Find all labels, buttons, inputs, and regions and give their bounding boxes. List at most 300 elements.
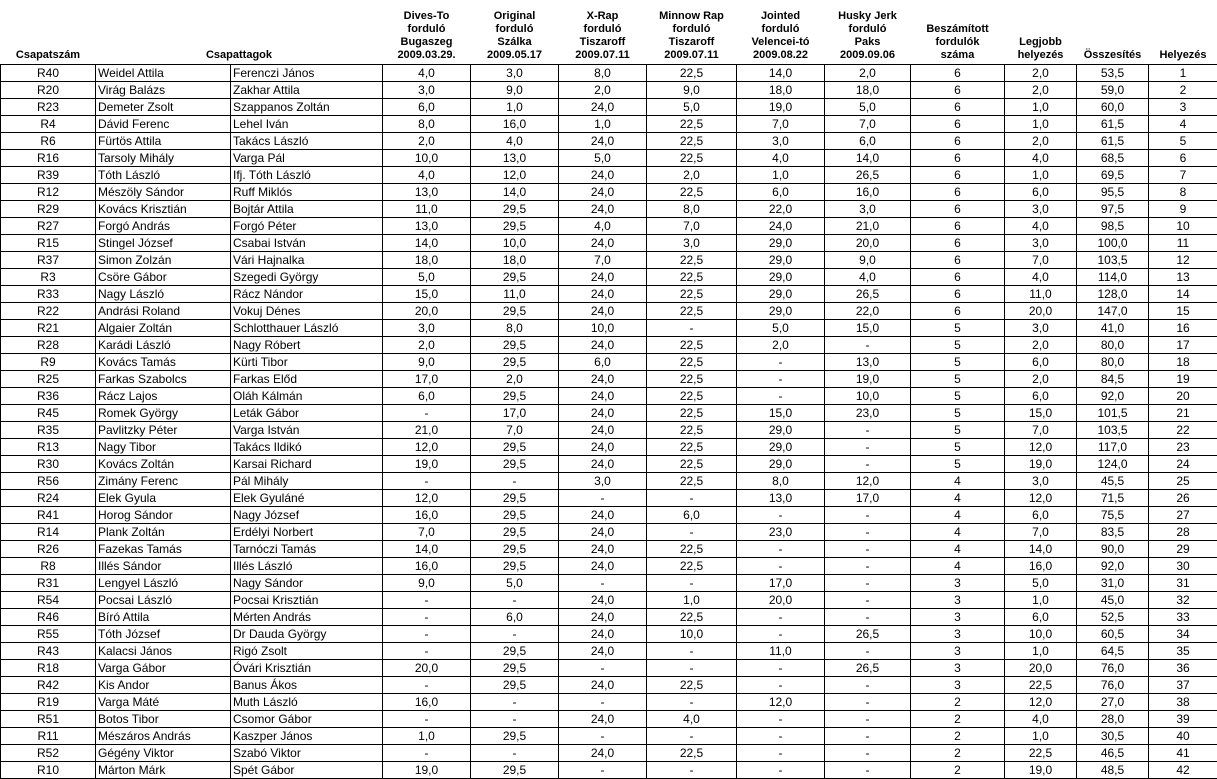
round-3-cell[interactable]: 24,0	[559, 744, 647, 761]
member-2-cell[interactable]: Rigó Zsolt	[231, 642, 383, 659]
round-3-cell[interactable]: 8,0	[559, 64, 647, 81]
member-2-cell[interactable]: Bojtár Attila	[231, 200, 383, 217]
round-6-cell[interactable]: 18,0	[825, 81, 911, 98]
member-2-cell[interactable]: Nagy Róbert	[231, 336, 383, 353]
round-2-cell[interactable]: 13,0	[471, 149, 559, 166]
team-id-cell[interactable]: R18	[1, 659, 96, 676]
round-4-cell[interactable]: 22,5	[647, 302, 737, 319]
team-id-cell[interactable]: R52	[1, 744, 96, 761]
team-id-cell[interactable]: R33	[1, 285, 96, 302]
counted-rounds-cell[interactable]: 2	[911, 693, 1005, 710]
member-1-cell[interactable]: Virág Balázs	[96, 81, 231, 98]
round-2-cell[interactable]: 3,0	[471, 64, 559, 81]
round-6-cell[interactable]: -	[825, 642, 911, 659]
round-5-cell[interactable]: -	[737, 370, 825, 387]
member-1-cell[interactable]: Tarsoly Mihály	[96, 149, 231, 166]
rank-cell[interactable]: 2	[1149, 81, 1217, 98]
round-4-cell[interactable]: 10,0	[647, 625, 737, 642]
round-6-cell[interactable]: 6,0	[825, 132, 911, 149]
round-6-cell[interactable]: -	[825, 506, 911, 523]
round-4-cell[interactable]: 22,5	[647, 557, 737, 574]
round-1-cell[interactable]: 20,0	[383, 659, 471, 676]
round-3-cell[interactable]: -	[559, 761, 647, 778]
team-id-cell[interactable]: R8	[1, 557, 96, 574]
rank-cell[interactable]: 39	[1149, 710, 1217, 727]
total-cell[interactable]: 45,0	[1077, 591, 1149, 608]
best-place-cell[interactable]: 7,0	[1005, 523, 1077, 540]
rank-cell[interactable]: 32	[1149, 591, 1217, 608]
best-place-cell[interactable]: 20,0	[1005, 659, 1077, 676]
member-2-cell[interactable]: Ferenczi János	[231, 64, 383, 81]
team-id-cell[interactable]: R55	[1, 625, 96, 642]
round-5-cell[interactable]: 11,0	[737, 642, 825, 659]
rank-cell[interactable]: 14	[1149, 285, 1217, 302]
round-3-cell[interactable]: -	[559, 659, 647, 676]
round-1-cell[interactable]: 12,0	[383, 489, 471, 506]
total-cell[interactable]: 45,5	[1077, 472, 1149, 489]
total-cell[interactable]: 92,0	[1077, 557, 1149, 574]
round-2-cell[interactable]: 16,0	[471, 115, 559, 132]
team-id-cell[interactable]: R16	[1, 149, 96, 166]
header-legjobb[interactable]	[1005, 0, 1077, 64]
counted-rounds-cell[interactable]: 4	[911, 489, 1005, 506]
round-4-cell[interactable]: 9,0	[647, 81, 737, 98]
round-2-cell[interactable]: 10,0	[471, 234, 559, 251]
member-1-cell[interactable]: Stingel József	[96, 234, 231, 251]
rank-cell[interactable]: 41	[1149, 744, 1217, 761]
best-place-cell[interactable]: 1,0	[1005, 642, 1077, 659]
member-2-cell[interactable]: Szappanos Zoltán	[231, 98, 383, 115]
counted-rounds-cell[interactable]: 4	[911, 557, 1005, 574]
round-3-cell[interactable]: 24,0	[559, 370, 647, 387]
round-4-cell[interactable]: 22,5	[647, 455, 737, 472]
round-4-cell[interactable]: 22,5	[647, 268, 737, 285]
best-place-cell[interactable]: 4,0	[1005, 217, 1077, 234]
total-cell[interactable]: 46,5	[1077, 744, 1149, 761]
round-4-cell[interactable]: 22,5	[647, 744, 737, 761]
member-2-cell[interactable]: Óvári Krisztián	[231, 659, 383, 676]
round-1-cell[interactable]: 12,0	[383, 438, 471, 455]
round-3-cell[interactable]: -	[559, 727, 647, 744]
member-2-cell[interactable]: Spét Gábor	[231, 761, 383, 778]
member-1-cell[interactable]: Illés Sándor	[96, 557, 231, 574]
rank-cell[interactable]: 26	[1149, 489, 1217, 506]
round-3-cell[interactable]: 10,0	[559, 319, 647, 336]
round-5-cell[interactable]: -	[737, 744, 825, 761]
round-1-cell[interactable]: 16,0	[383, 557, 471, 574]
team-id-cell[interactable]: R46	[1, 608, 96, 625]
total-cell[interactable]: 61,5	[1077, 132, 1149, 149]
team-id-cell[interactable]: R28	[1, 336, 96, 353]
member-2-cell[interactable]: Takács Ildikó	[231, 438, 383, 455]
round-5-cell[interactable]: 8,0	[737, 472, 825, 489]
best-place-cell[interactable]: 11,0	[1005, 285, 1077, 302]
round-1-cell[interactable]: -	[383, 710, 471, 727]
member-1-cell[interactable]: Gégény Viktor	[96, 744, 231, 761]
round-1-cell[interactable]: -	[383, 404, 471, 421]
rank-cell[interactable]: 12	[1149, 251, 1217, 268]
round-6-cell[interactable]: -	[825, 608, 911, 625]
member-2-cell[interactable]: Karsai Richard	[231, 455, 383, 472]
counted-rounds-cell[interactable]: 6	[911, 268, 1005, 285]
round-2-cell[interactable]: 9,0	[471, 81, 559, 98]
round-6-cell[interactable]: 16,0	[825, 183, 911, 200]
round-1-cell[interactable]: -	[383, 676, 471, 693]
rank-cell[interactable]: 17	[1149, 336, 1217, 353]
member-2-cell[interactable]: Schlotthauer László	[231, 319, 383, 336]
member-1-cell[interactable]: Tóth László	[96, 166, 231, 183]
round-6-cell[interactable]: 14,0	[825, 149, 911, 166]
round-6-cell[interactable]: 26,5	[825, 166, 911, 183]
team-id-cell[interactable]: R10	[1, 761, 96, 778]
counted-rounds-cell[interactable]: 6	[911, 251, 1005, 268]
member-2-cell[interactable]: Lehel Iván	[231, 115, 383, 132]
round-6-cell[interactable]: 3,0	[825, 200, 911, 217]
member-2-cell[interactable]: Csabai István	[231, 234, 383, 251]
round-3-cell[interactable]: 1,0	[559, 115, 647, 132]
rank-cell[interactable]: 31	[1149, 574, 1217, 591]
total-cell[interactable]: 75,5	[1077, 506, 1149, 523]
round-3-cell[interactable]: 24,0	[559, 336, 647, 353]
round-4-cell[interactable]: 22,5	[647, 387, 737, 404]
rank-cell[interactable]: 13	[1149, 268, 1217, 285]
round-5-cell[interactable]: 29,0	[737, 421, 825, 438]
team-id-cell[interactable]: R30	[1, 455, 96, 472]
round-4-cell[interactable]: 22,5	[647, 183, 737, 200]
round-1-cell[interactable]: 19,0	[383, 761, 471, 778]
round-2-cell[interactable]: -	[471, 710, 559, 727]
round-2-cell[interactable]: 29,5	[471, 302, 559, 319]
round-1-cell[interactable]: 2,0	[383, 132, 471, 149]
rank-cell[interactable]: 6	[1149, 149, 1217, 166]
round-4-cell[interactable]: 8,0	[647, 200, 737, 217]
member-2-cell[interactable]: Leták Gábor	[231, 404, 383, 421]
best-place-cell[interactable]: 7,0	[1005, 251, 1077, 268]
round-3-cell[interactable]: 24,0	[559, 506, 647, 523]
total-cell[interactable]: 90,0	[1077, 540, 1149, 557]
round-3-cell[interactable]: 24,0	[559, 98, 647, 115]
round-2-cell[interactable]: 12,0	[471, 166, 559, 183]
member-1-cell[interactable]: Márton Márk	[96, 761, 231, 778]
round-6-cell[interactable]: -	[825, 540, 911, 557]
best-place-cell[interactable]: 4,0	[1005, 710, 1077, 727]
total-cell[interactable]: 60,5	[1077, 625, 1149, 642]
round-5-cell[interactable]: 23,0	[737, 523, 825, 540]
round-6-cell[interactable]: 20,0	[825, 234, 911, 251]
member-1-cell[interactable]: Mészáros András	[96, 727, 231, 744]
round-6-cell[interactable]: -	[825, 744, 911, 761]
round-6-cell[interactable]: -	[825, 421, 911, 438]
member-2-cell[interactable]: Szegedi György	[231, 268, 383, 285]
round-2-cell[interactable]: 7,0	[471, 421, 559, 438]
round-2-cell[interactable]: 29,5	[471, 353, 559, 370]
round-1-cell[interactable]: 4,0	[383, 64, 471, 81]
counted-rounds-cell[interactable]: 3	[911, 642, 1005, 659]
counted-rounds-cell[interactable]: 3	[911, 591, 1005, 608]
round-1-cell[interactable]: 2,0	[383, 336, 471, 353]
round-4-cell[interactable]: 22,5	[647, 64, 737, 81]
team-id-cell[interactable]: R14	[1, 523, 96, 540]
counted-rounds-cell[interactable]: 5	[911, 353, 1005, 370]
team-id-cell[interactable]: R26	[1, 540, 96, 557]
member-1-cell[interactable]: Demeter Zsolt	[96, 98, 231, 115]
round-6-cell[interactable]: -	[825, 523, 911, 540]
total-cell[interactable]: 31,0	[1077, 574, 1149, 591]
best-place-cell[interactable]: 22,5	[1005, 676, 1077, 693]
round-5-cell[interactable]: 5,0	[737, 319, 825, 336]
counted-rounds-cell[interactable]: 6	[911, 234, 1005, 251]
member-1-cell[interactable]: Rácz Lajos	[96, 387, 231, 404]
total-cell[interactable]: 128,0	[1077, 285, 1149, 302]
total-cell[interactable]: 28,0	[1077, 710, 1149, 727]
member-2-cell[interactable]: Muth László	[231, 693, 383, 710]
round-4-cell[interactable]: 22,5	[647, 251, 737, 268]
round-1-cell[interactable]: 18,0	[383, 251, 471, 268]
round-1-cell[interactable]: 4,0	[383, 166, 471, 183]
team-id-cell[interactable]: R23	[1, 98, 96, 115]
team-id-cell[interactable]: R9	[1, 353, 96, 370]
rank-cell[interactable]: 28	[1149, 523, 1217, 540]
total-cell[interactable]: 27,0	[1077, 693, 1149, 710]
round-5-cell[interactable]: 3,0	[737, 132, 825, 149]
round-5-cell[interactable]: 4,0	[737, 149, 825, 166]
total-cell[interactable]: 52,5	[1077, 608, 1149, 625]
counted-rounds-cell[interactable]: 6	[911, 98, 1005, 115]
round-2-cell[interactable]: -	[471, 744, 559, 761]
round-5-cell[interactable]: -	[737, 625, 825, 642]
rank-cell[interactable]: 37	[1149, 676, 1217, 693]
member-1-cell[interactable]: Karádi László	[96, 336, 231, 353]
round-4-cell[interactable]: 22,5	[647, 115, 737, 132]
round-2-cell[interactable]: -	[471, 693, 559, 710]
round-4-cell[interactable]: 5,0	[647, 98, 737, 115]
round-4-cell[interactable]: 22,5	[647, 285, 737, 302]
best-place-cell[interactable]: 3,0	[1005, 472, 1077, 489]
member-1-cell[interactable]: Varga Máté	[96, 693, 231, 710]
team-id-cell[interactable]: R37	[1, 251, 96, 268]
round-1-cell[interactable]: 9,0	[383, 353, 471, 370]
round-1-cell[interactable]: 16,0	[383, 693, 471, 710]
round-5-cell[interactable]: 24,0	[737, 217, 825, 234]
member-2-cell[interactable]: Illés László	[231, 557, 383, 574]
round-2-cell[interactable]: 29,5	[471, 268, 559, 285]
round-4-cell[interactable]: 1,0	[647, 591, 737, 608]
round-6-cell[interactable]: 10,0	[825, 387, 911, 404]
member-2-cell[interactable]: Nagy Sándor	[231, 574, 383, 591]
round-3-cell[interactable]: 24,0	[559, 404, 647, 421]
round-1-cell[interactable]: 14,0	[383, 234, 471, 251]
rank-cell[interactable]: 15	[1149, 302, 1217, 319]
rank-cell[interactable]: 36	[1149, 659, 1217, 676]
round-4-cell[interactable]: -	[647, 574, 737, 591]
round-5-cell[interactable]: 29,0	[737, 268, 825, 285]
round-3-cell[interactable]: 3,0	[559, 472, 647, 489]
header-round-5[interactable]	[737, 0, 825, 64]
round-4-cell[interactable]: 22,5	[647, 336, 737, 353]
team-id-cell[interactable]: R42	[1, 676, 96, 693]
round-4-cell[interactable]: 6,0	[647, 506, 737, 523]
member-1-cell[interactable]: Pocsai László	[96, 591, 231, 608]
member-2-cell[interactable]: Kürti Tibor	[231, 353, 383, 370]
best-place-cell[interactable]: 1,0	[1005, 98, 1077, 115]
counted-rounds-cell[interactable]: 6	[911, 285, 1005, 302]
member-2-cell[interactable]: Oláh Kálmán	[231, 387, 383, 404]
total-cell[interactable]: 64,5	[1077, 642, 1149, 659]
best-place-cell[interactable]: 3,0	[1005, 234, 1077, 251]
counted-rounds-cell[interactable]: 2	[911, 761, 1005, 778]
round-4-cell[interactable]: -	[647, 642, 737, 659]
round-2-cell[interactable]: 4,0	[471, 132, 559, 149]
rank-cell[interactable]: 27	[1149, 506, 1217, 523]
round-1-cell[interactable]: 15,0	[383, 285, 471, 302]
member-1-cell[interactable]: Lengyel László	[96, 574, 231, 591]
round-5-cell[interactable]: -	[737, 710, 825, 727]
member-2-cell[interactable]: Tarnóczi Tamás	[231, 540, 383, 557]
round-1-cell[interactable]: -	[383, 744, 471, 761]
round-2-cell[interactable]: 8,0	[471, 319, 559, 336]
round-1-cell[interactable]: -	[383, 642, 471, 659]
team-id-cell[interactable]: R25	[1, 370, 96, 387]
round-6-cell[interactable]: 26,5	[825, 625, 911, 642]
round-5-cell[interactable]: 6,0	[737, 183, 825, 200]
best-place-cell[interactable]: 2,0	[1005, 64, 1077, 81]
round-4-cell[interactable]: 2,0	[647, 166, 737, 183]
round-1-cell[interactable]: 6,0	[383, 98, 471, 115]
total-cell[interactable]: 103,5	[1077, 251, 1149, 268]
rank-cell[interactable]: 3	[1149, 98, 1217, 115]
rank-cell[interactable]: 29	[1149, 540, 1217, 557]
round-3-cell[interactable]: 24,0	[559, 421, 647, 438]
member-1-cell[interactable]: Romek György	[96, 404, 231, 421]
round-6-cell[interactable]: -	[825, 710, 911, 727]
total-cell[interactable]: 80,0	[1077, 336, 1149, 353]
round-6-cell[interactable]: 15,0	[825, 319, 911, 336]
round-1-cell[interactable]: -	[383, 625, 471, 642]
round-6-cell[interactable]: 4,0	[825, 268, 911, 285]
member-2-cell[interactable]: Dr Dauda György	[231, 625, 383, 642]
member-2-cell[interactable]: Elek Gyuláné	[231, 489, 383, 506]
round-3-cell[interactable]: 5,0	[559, 149, 647, 166]
round-2-cell[interactable]: 29,5	[471, 438, 559, 455]
member-2-cell[interactable]: Pocsai Krisztián	[231, 591, 383, 608]
total-cell[interactable]: 76,0	[1077, 676, 1149, 693]
counted-rounds-cell[interactable]: 6	[911, 183, 1005, 200]
member-2-cell[interactable]: Rácz Nándor	[231, 285, 383, 302]
round-5-cell[interactable]: 29,0	[737, 234, 825, 251]
team-id-cell[interactable]: R24	[1, 489, 96, 506]
counted-rounds-cell[interactable]: 5	[911, 370, 1005, 387]
total-cell[interactable]: 97,5	[1077, 200, 1149, 217]
round-6-cell[interactable]: 26,5	[825, 659, 911, 676]
round-2-cell[interactable]: 29,5	[471, 455, 559, 472]
rank-cell[interactable]: 35	[1149, 642, 1217, 659]
round-6-cell[interactable]: -	[825, 438, 911, 455]
rank-cell[interactable]: 30	[1149, 557, 1217, 574]
rank-cell[interactable]: 40	[1149, 727, 1217, 744]
best-place-cell[interactable]: 12,0	[1005, 693, 1077, 710]
round-5-cell[interactable]: 29,0	[737, 302, 825, 319]
round-3-cell[interactable]: 24,0	[559, 166, 647, 183]
round-6-cell[interactable]: -	[825, 727, 911, 744]
round-2-cell[interactable]: 29,5	[471, 761, 559, 778]
member-1-cell[interactable]: Nagy László	[96, 285, 231, 302]
counted-rounds-cell[interactable]: 2	[911, 727, 1005, 744]
round-1-cell[interactable]: 17,0	[383, 370, 471, 387]
team-id-cell[interactable]: R21	[1, 319, 96, 336]
total-cell[interactable]: 76,0	[1077, 659, 1149, 676]
team-id-cell[interactable]: R56	[1, 472, 96, 489]
best-place-cell[interactable]: 22,5	[1005, 744, 1077, 761]
round-6-cell[interactable]: 23,0	[825, 404, 911, 421]
round-2-cell[interactable]: 29,5	[471, 387, 559, 404]
round-2-cell[interactable]: 1,0	[471, 98, 559, 115]
round-1-cell[interactable]: 7,0	[383, 523, 471, 540]
round-2-cell[interactable]: 29,5	[471, 489, 559, 506]
round-3-cell[interactable]: 24,0	[559, 455, 647, 472]
round-1-cell[interactable]: -	[383, 472, 471, 489]
round-6-cell[interactable]: 7,0	[825, 115, 911, 132]
team-id-cell[interactable]: R36	[1, 387, 96, 404]
best-place-cell[interactable]: 12,0	[1005, 489, 1077, 506]
round-2-cell[interactable]: -	[471, 591, 559, 608]
round-3-cell[interactable]: -	[559, 693, 647, 710]
counted-rounds-cell[interactable]: 5	[911, 319, 1005, 336]
round-2-cell[interactable]: 29,5	[471, 336, 559, 353]
member-2-cell[interactable]: Ruff Miklós	[231, 183, 383, 200]
counted-rounds-cell[interactable]: 2	[911, 710, 1005, 727]
rank-cell[interactable]: 5	[1149, 132, 1217, 149]
member-2-cell[interactable]: Farkas Előd	[231, 370, 383, 387]
round-5-cell[interactable]: -	[737, 353, 825, 370]
rank-cell[interactable]: 22	[1149, 421, 1217, 438]
round-2-cell[interactable]: 29,5	[471, 557, 559, 574]
rank-cell[interactable]: 18	[1149, 353, 1217, 370]
round-3-cell[interactable]: -	[559, 489, 647, 506]
rank-cell[interactable]: 38	[1149, 693, 1217, 710]
round-6-cell[interactable]: -	[825, 676, 911, 693]
round-3-cell[interactable]: 7,0	[559, 251, 647, 268]
header-helyezes[interactable]	[1149, 0, 1217, 64]
counted-rounds-cell[interactable]: 2	[911, 744, 1005, 761]
best-place-cell[interactable]: 1,0	[1005, 115, 1077, 132]
round-6-cell[interactable]: 17,0	[825, 489, 911, 506]
round-4-cell[interactable]: -	[647, 693, 737, 710]
member-1-cell[interactable]: Varga Gábor	[96, 659, 231, 676]
counted-rounds-cell[interactable]: 5	[911, 336, 1005, 353]
round-1-cell[interactable]: 11,0	[383, 200, 471, 217]
round-1-cell[interactable]: 9,0	[383, 574, 471, 591]
round-2-cell[interactable]: 29,5	[471, 659, 559, 676]
member-2-cell[interactable]: Mérten András	[231, 608, 383, 625]
rank-cell[interactable]: 1	[1149, 64, 1217, 81]
member-1-cell[interactable]: Nagy Tibor	[96, 438, 231, 455]
team-id-cell[interactable]: R39	[1, 166, 96, 183]
member-1-cell[interactable]: Simon Zolzán	[96, 251, 231, 268]
rank-cell[interactable]: 7	[1149, 166, 1217, 183]
best-place-cell[interactable]: 6,0	[1005, 506, 1077, 523]
total-cell[interactable]: 69,5	[1077, 166, 1149, 183]
round-5-cell[interactable]: 2,0	[737, 336, 825, 353]
counted-rounds-cell[interactable]: 5	[911, 421, 1005, 438]
round-3-cell[interactable]: 24,0	[559, 200, 647, 217]
team-id-cell[interactable]: R15	[1, 234, 96, 251]
member-2-cell[interactable]: Erdélyi Norbert	[231, 523, 383, 540]
round-3-cell[interactable]: 24,0	[559, 523, 647, 540]
best-place-cell[interactable]: 5,0	[1005, 574, 1077, 591]
round-2-cell[interactable]: 5,0	[471, 574, 559, 591]
round-2-cell[interactable]: 14,0	[471, 183, 559, 200]
round-3-cell[interactable]: 24,0	[559, 710, 647, 727]
